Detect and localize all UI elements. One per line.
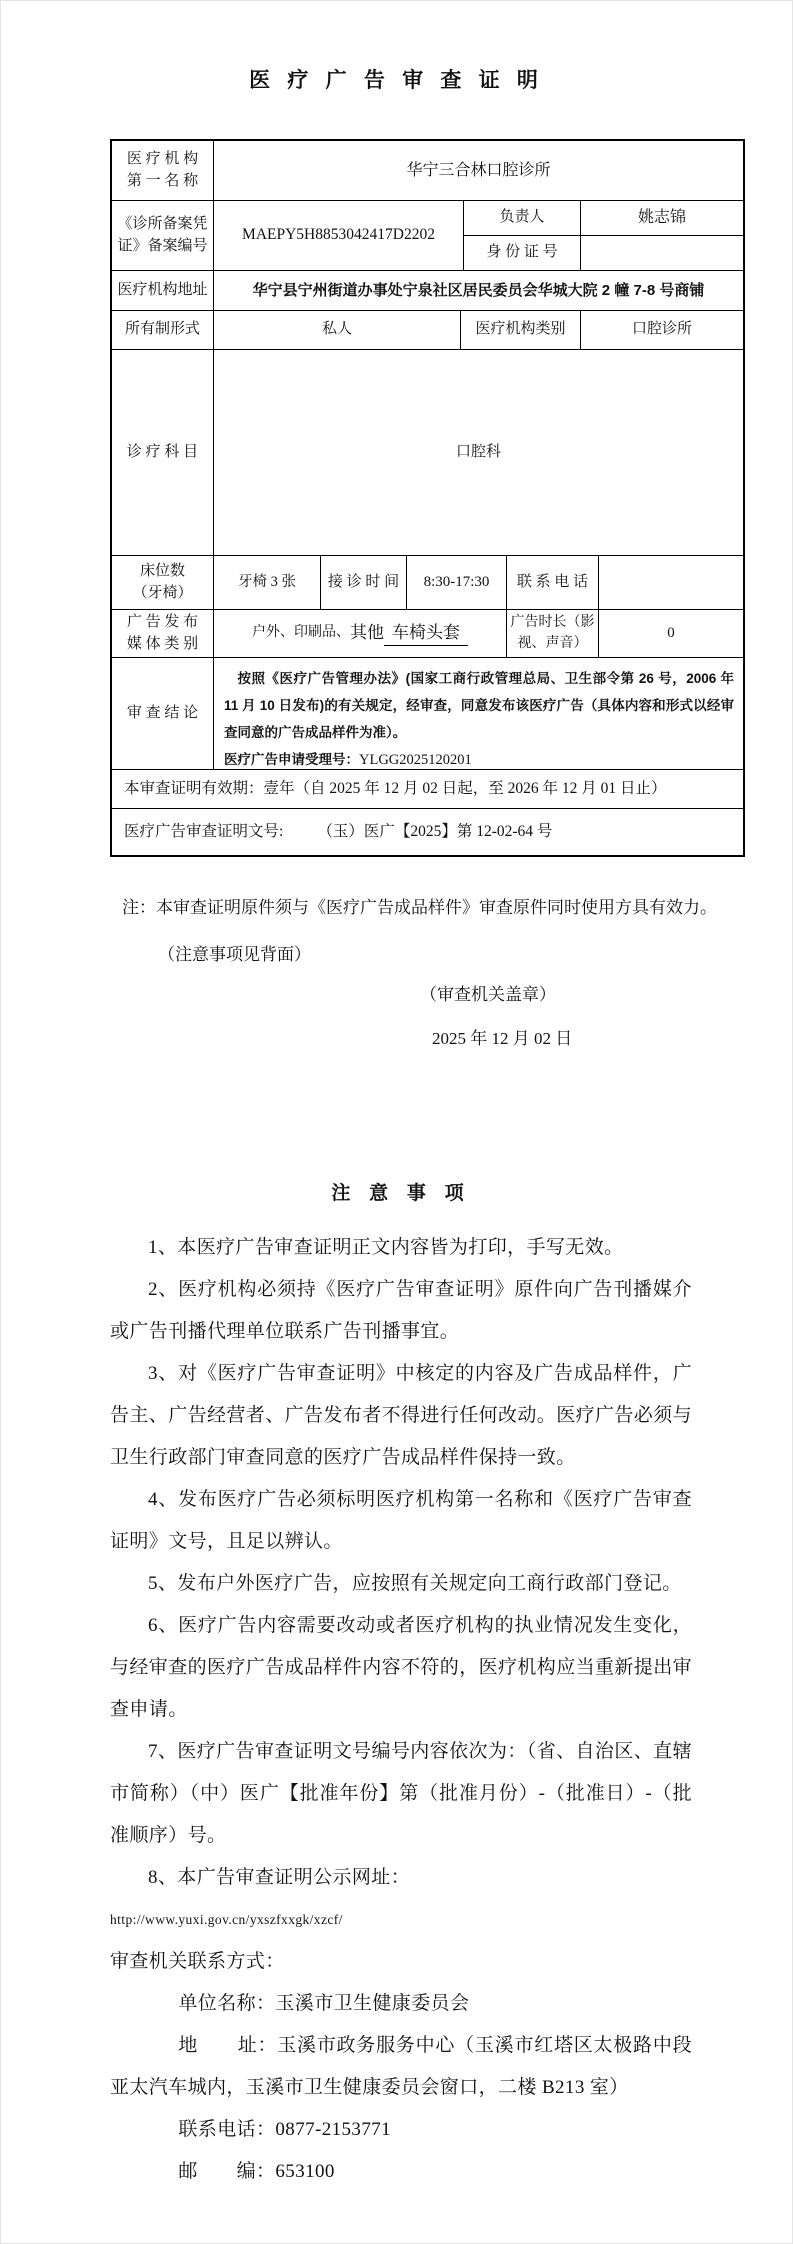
org-name-label-line1: 医 疗 机 构: [126, 150, 199, 167]
conclusion-text: 按照《医疗广告管理办法》(国家工商行政管理总局、卫生部令第 26 号，2006 年 11 月 10 日发布)的有关规定，经审查，同意发布该医疗广告（具体内容和形式以经审查同意的广告成品样件为准）。: [224, 671, 734, 740]
org-name-value: 华宁三合林口腔诊所: [213, 141, 743, 200]
ownership-value: 私人: [213, 310, 460, 349]
conclusion-label: 审 查 结 论: [112, 657, 213, 769]
notice-item-2: 2、医疗机构必须持《医疗广告审查证明》原件向广告刊播媒介或广告刊播代理单位联系广告刊播事宜。: [110, 1279, 692, 1342]
address-label: 医疗机构地址: [112, 270, 213, 310]
notice-item-6: 6、医疗广告内容需要改动或者医疗机构的执业情况发生变化，与经审查的医疗广告成品样件内容不符的，医疗机构应当重新提出审查申请。: [110, 1615, 693, 1720]
media-type-prefix: 户外、印刷品、: [252, 625, 350, 641]
contact-postcode: 邮 编：653100: [178, 2161, 335, 2182]
ad-duration-label-cell: [506, 609, 598, 657]
doc-number-row: [112, 808, 743, 855]
validity-row: 本审查证明有效期：壹年（自 2025 年 12 月 02 日起，至 2026 年 12 月 01 日止）: [112, 769, 743, 808]
certificate-table: [110, 139, 745, 857]
notice-heading: 注 意 事 项: [331, 1183, 471, 1204]
media-type-label-cell: [112, 609, 213, 657]
record-no-label-line2: 证》备案编号: [117, 237, 208, 254]
receipt-number-value: YLGG2025120201: [359, 752, 472, 768]
page-title: 医 疗 广 告 审 查 证 明: [249, 68, 544, 92]
see-back-note: （注意事项见背面）: [158, 945, 311, 964]
record-no-label-cell: [112, 200, 213, 270]
id-number-value: [580, 235, 743, 270]
issue-date: 2025 年 12 月 02 日: [432, 1029, 573, 1048]
doc-number-label: 医疗广告审查证明文号:: [124, 822, 284, 840]
beds-value: 牙椅 3 张: [213, 555, 320, 609]
reception-hours-label: 接 诊 时 间: [320, 555, 406, 609]
departments-value: 口腔科: [213, 349, 743, 555]
notice-item-8: 8、本广告审查证明公示网址：: [148, 1867, 411, 1888]
public-disclosure-url: http://www.yuxi.gov.cn/yxszfxxgk/xzcf/: [110, 1912, 343, 1927]
conclusion-cell: [213, 657, 743, 769]
media-type-other-fill: 车椅头套: [384, 621, 468, 647]
beds-label-line2: （牙椅）: [132, 584, 193, 601]
ad-duration-value: 0: [598, 609, 743, 657]
record-no-value: MAEPY5H8853042417D2202: [213, 200, 463, 270]
contact-heading: 审查机关联系方式：: [110, 1951, 285, 1972]
record-no-label-line1: 《诊所备案凭: [117, 215, 208, 232]
doc-number-value: （玉）医广【2025】第 12-02-64 号: [317, 822, 553, 840]
contact-unit-name: 单位名称：玉溪市卫生健康委员会: [178, 1993, 470, 2014]
notice-item-5: 5、发布户外医疗广告，应按照有关规定向工商行政部门登记。: [148, 1573, 682, 1594]
beds-label-line1: 床位数: [139, 562, 185, 579]
principal-label: 负责人: [463, 200, 580, 235]
reception-hours-value: 8:30-17:30: [406, 555, 506, 609]
category-label: 医疗机构类别: [460, 310, 580, 349]
notice-item-3: 3、对《医疗广告审查证明》中核定的内容及广告成品样件，广告主、广告经营者、广告发布者不得进行任何改动。医疗广告必须与卫生行政部门审查同意的医疗广告成品样件保持一致。: [110, 1363, 693, 1468]
authority-seal-placeholder: （审查机关盖章）: [420, 985, 556, 1004]
org-name-label-cell: [112, 141, 213, 200]
contact-phone-label: 联 系 电 话: [506, 555, 598, 609]
media-type-label-line1: 广 告 发 布: [126, 613, 199, 630]
media-type-value: [213, 609, 506, 657]
id-number-label: 身 份 证 号: [463, 235, 580, 270]
contact-phone: 联系电话：0877-2153771: [178, 2119, 392, 2140]
departments-label: 诊 疗 科 目: [112, 349, 213, 555]
ownership-label: 所有制形式: [112, 310, 213, 349]
beds-label-cell: [112, 555, 213, 609]
principal-value: 姚志锦: [580, 200, 743, 235]
notice-section: [110, 1178, 692, 2193]
notice-item-4: 4、发布医疗广告必须标明医疗机构第一名称和《医疗广告审查证明》文号，且足以辨认。: [110, 1489, 692, 1552]
media-type-label-line2: 媒 体 类 别: [126, 635, 199, 652]
notice-item-7: 7、医疗广告审查证明文号编号内容依次为：（省、自治区、直辖市简称）（中）医广【批准年份】第（批准月份）-（批准日）-（批准顺序）号。: [110, 1741, 692, 1846]
contact-address: 地 址：玉溪市政务服务中心（玉溪市红塔区太极路中段亚太汽车城内，玉溪市卫生健康委员会窗口，二楼 B213 室）: [110, 2035, 692, 2098]
receipt-number-label: 医疗广告申请受理号：: [224, 752, 359, 767]
original-validity-note: 注：本审查证明原件须与《医疗广告成品样件》审查原件同时使用方具有效力。: [122, 898, 717, 917]
category-value: 口腔诊所: [580, 310, 743, 349]
ad-duration-label-line2: 视、声音）: [517, 635, 588, 651]
ad-duration-label-line1: 广告时长（影: [510, 615, 595, 631]
media-type-other: 其他: [350, 623, 384, 643]
org-name-label-line2: 第 一 名 称: [126, 172, 199, 189]
contact-phone-value: [598, 555, 743, 609]
address-value: 华宁县宁州街道办事处宁泉社区居民委员会华城大院 2 幢 7-8 号商铺: [213, 270, 743, 310]
notice-item-1: 1、本医疗广告审查证明正文内容皆为打印，手写无效。: [148, 1237, 624, 1258]
